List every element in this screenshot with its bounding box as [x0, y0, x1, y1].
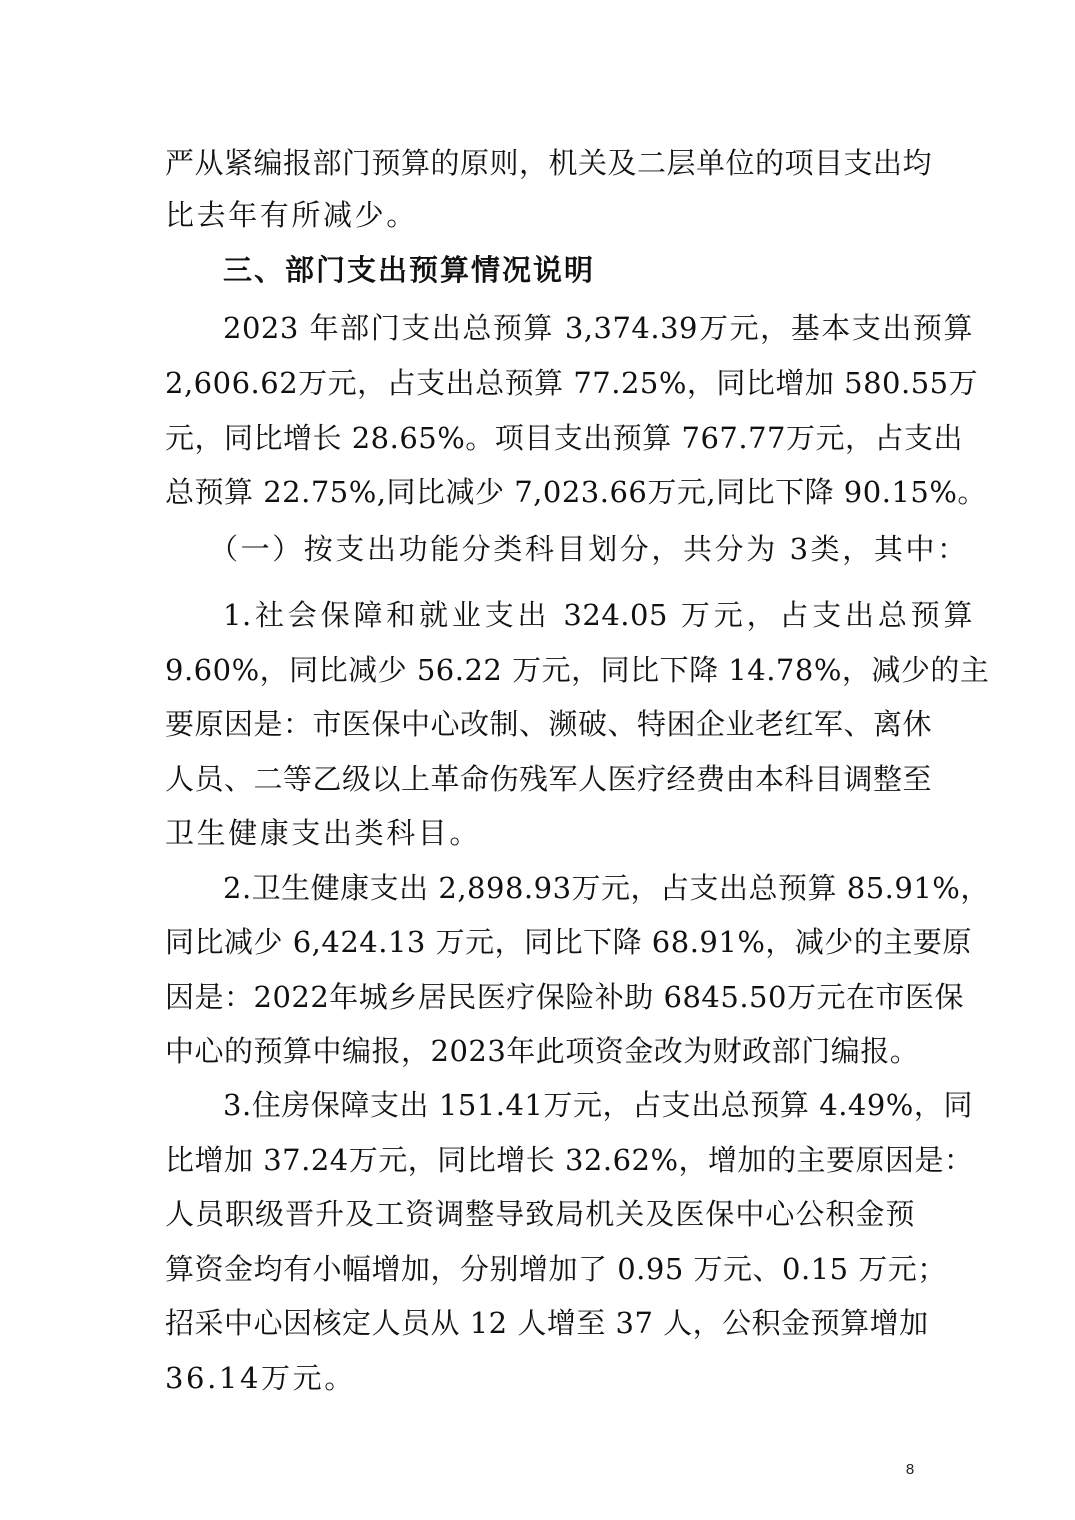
subsection-heading: （一）按支出功能分类科目划分，共分为 3类，其中： — [209, 532, 969, 566]
paragraph-line: 2,606.62万元，占支出总预算 77.25%，同比增加 580.55万 — [165, 366, 979, 400]
paragraph-line: 卫生健康支出类科目。 — [165, 816, 482, 850]
paragraph-line: 要原因是：市医保中心改制、濒破、特困企业老红军、离休 — [165, 707, 933, 741]
paragraph-line: 9.60%，同比减少 56.22 万元，同比下降 14.78%，减少的主 — [165, 653, 990, 687]
paragraph-line: 36.14万元。 — [165, 1361, 356, 1395]
paragraph-line: 元，同比增长 28.65%。项目支出预算 767.77万元，占支出 — [165, 421, 963, 455]
section-heading: 三、部门支出预算情况说明 — [223, 253, 596, 287]
paragraph-line: 2023 年部门支出总预算 3,374.39万元，基本支出预算 — [223, 311, 973, 345]
paragraph-line: 人员职级晋升及工资调整导致局机关及医保中心公积金预 — [165, 1197, 915, 1231]
page-number: 8 — [905, 1461, 915, 1478]
paragraph-line: 总预算 22.75%,同比减少 7,023.66万元,同比下降 90.15%。 — [165, 475, 987, 509]
paragraph-line: 比增加 37.24万元，同比增长 32.62%，增加的主要原因是： — [165, 1143, 974, 1177]
paragraph-line: 因是：2022年城乡居民医疗保险补助 6845.50万元在市医保 — [165, 980, 964, 1014]
paragraph-line: 2.卫生健康支出 2,898.93万元，占支出总预算 85.91%， — [223, 871, 990, 905]
paragraph-line: 严从紧编报部门预算的原则，机关及二层单位的项目支出均 — [165, 146, 933, 180]
paragraph-line: 中心的预算中编报，2023年此项资金改为财政部门编报。 — [165, 1034, 920, 1068]
paragraph-line: 算资金均有小幅增加，分别增加了 0.95 万元、0.15 万元； — [165, 1252, 947, 1286]
paragraph-line: 比去年有所减少。 — [165, 198, 418, 232]
paragraph-line: 招采中心因核定人员从 12 人增至 37 人，公积金预算增加 — [165, 1306, 929, 1340]
paragraph-line: 人员、二等乙级以上革命伤残军人医疗经费由本科目调整至 — [165, 762, 933, 796]
paragraph-line: 3.住房保障支出 151.41万元，占支出总预算 4.49%，同 — [223, 1088, 973, 1122]
paragraph-line: 1.社会保障和就业支出 324.05 万元，占支出总预算 — [223, 598, 973, 632]
paragraph-line: 同比减少 6,424.13 万元，同比下降 68.91%，减少的主要原 — [165, 925, 972, 959]
